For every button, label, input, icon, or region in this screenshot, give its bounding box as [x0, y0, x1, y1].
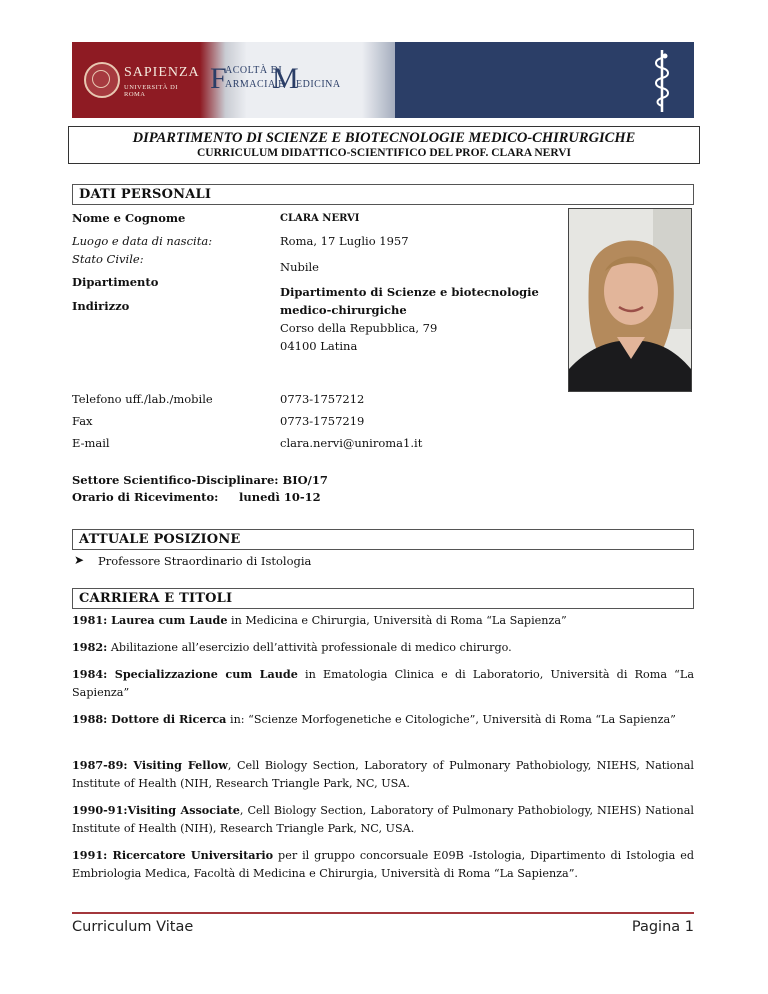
career-entry: 1991: Ricercatore Universitario per il gruppo concorsuale E09B -Istologia, Dipartimento di Istologia ed Embriologia Medica, Facoltà di Medicina e Chirurgia, Università di Roma “La Sapienza”. [72, 848, 695, 880]
section-heading-career: CARRIERA E TITOLI [72, 588, 694, 609]
page-number: Pagina 1 [631, 919, 694, 935]
faculty-line3: EDICINA [296, 79, 341, 90]
address-value-line1: Corso della Repubblica, 79 [280, 321, 438, 335]
profile-photo [568, 208, 692, 392]
address-label: Indirizzo [72, 299, 130, 313]
career-entry: 1987-89: Visiting Fellow, Cell Biology Section, Laboratory of Pulmonary Pathobiology, NIEHS, National Institute of Health (NIH, Research Triangle Park, NC, USA. [72, 758, 695, 790]
department-value-line2: medico-chirurgiche [280, 303, 407, 317]
email-label: E-mail [72, 436, 110, 450]
civil-status-label: Stato Civile: [72, 252, 144, 266]
phone-label: Telefono uff./lab./mobile [72, 392, 213, 406]
career-entry: 1988: Dottore di Ricerca in: “Scienze Morfogenetiche e Citologiche”, Università di Roma “La Sapienza” [72, 712, 676, 726]
university-name: SAPIENZA [124, 65, 200, 80]
civil-status-value: Nubile [280, 260, 319, 274]
sapienza-seal-icon [84, 62, 120, 98]
office-hours-value: lunedì 10-12 [239, 490, 321, 504]
phone-value: 0773-1757212 [280, 392, 365, 406]
department-title: DIPARTIMENTO DI SCIENZE E BIOTECNOLOGIE MEDICO-CHIRURGICHE [132, 130, 636, 146]
address-value-line2: 04100 Latina [280, 339, 358, 353]
email-value[interactable]: clara.nervi@uniroma1.it [280, 436, 423, 450]
curriculum-title: CURRICULUM DIDATTICO-SCIENTIFICO DEL PROF. CLARA NERVI [196, 147, 572, 159]
career-entry: 1982: Abilitazione all’esercizio dell’attività professionale di medico chirurgo. [72, 640, 512, 654]
birth-label: Luogo e data di nascita: [72, 234, 213, 248]
section-heading-personal: DATI PERSONALI [72, 184, 694, 205]
footer-left: Curriculum Vitae [72, 919, 194, 935]
header-banner [72, 42, 694, 118]
university-subtitle: UNIVERSITÀ DI ROMA [124, 84, 178, 98]
document-title-box [68, 126, 700, 164]
faculty-line2: ARMACIA E [225, 79, 285, 90]
career-entry: 1981: Laurea cum Laude in Medicina e Chirurgia, Università di Roma “La Sapienza” [72, 613, 567, 627]
portrait-image [569, 209, 691, 391]
career-entry: 1984: Specializzazione cum Laude in Ematologia Clinica e di Laboratorio, Università di Roma “La Sapienza” [72, 667, 694, 699]
sapienza-logo-area [72, 42, 200, 118]
office-hours-label: Orario di Ricevimento: [72, 490, 219, 504]
current-position: Professore Straordinario di Istologia [98, 554, 312, 568]
department-value-line1: Dipartimento di Scienze e biotecnologie [280, 285, 539, 299]
fax-label: Fax [72, 414, 93, 428]
faculty-initial-m: M [272, 62, 299, 95]
bullet-arrow-icon: ➤ [74, 553, 85, 567]
department-label: Dipartimento [72, 275, 159, 289]
birth-value: Roma, 17 Luglio 1957 [280, 234, 409, 248]
asclepius-staff-icon [650, 48, 674, 114]
section-heading-position: ATTUALE POSIZIONE [72, 529, 694, 550]
name-label: Nome e Cognome [72, 211, 186, 225]
faculty-initial-f: F [210, 62, 227, 95]
scientific-sector: Settore Scientifico-Disciplinare: BIO/17 [72, 473, 328, 487]
fax-value: 0773-1757219 [280, 414, 365, 428]
faculty-line1: ACOLTÀ DI [225, 65, 283, 76]
name-value: CLARA NERVI [280, 213, 360, 224]
career-entry: 1990-91:Visiting Associate, Cell Biology Section, Laboratory of Pulmonary Pathobiology, NIEHS) National Institute of Health (NIH), Research Triangle Park, NC, USA. [72, 803, 694, 835]
footer-rule [72, 912, 694, 914]
